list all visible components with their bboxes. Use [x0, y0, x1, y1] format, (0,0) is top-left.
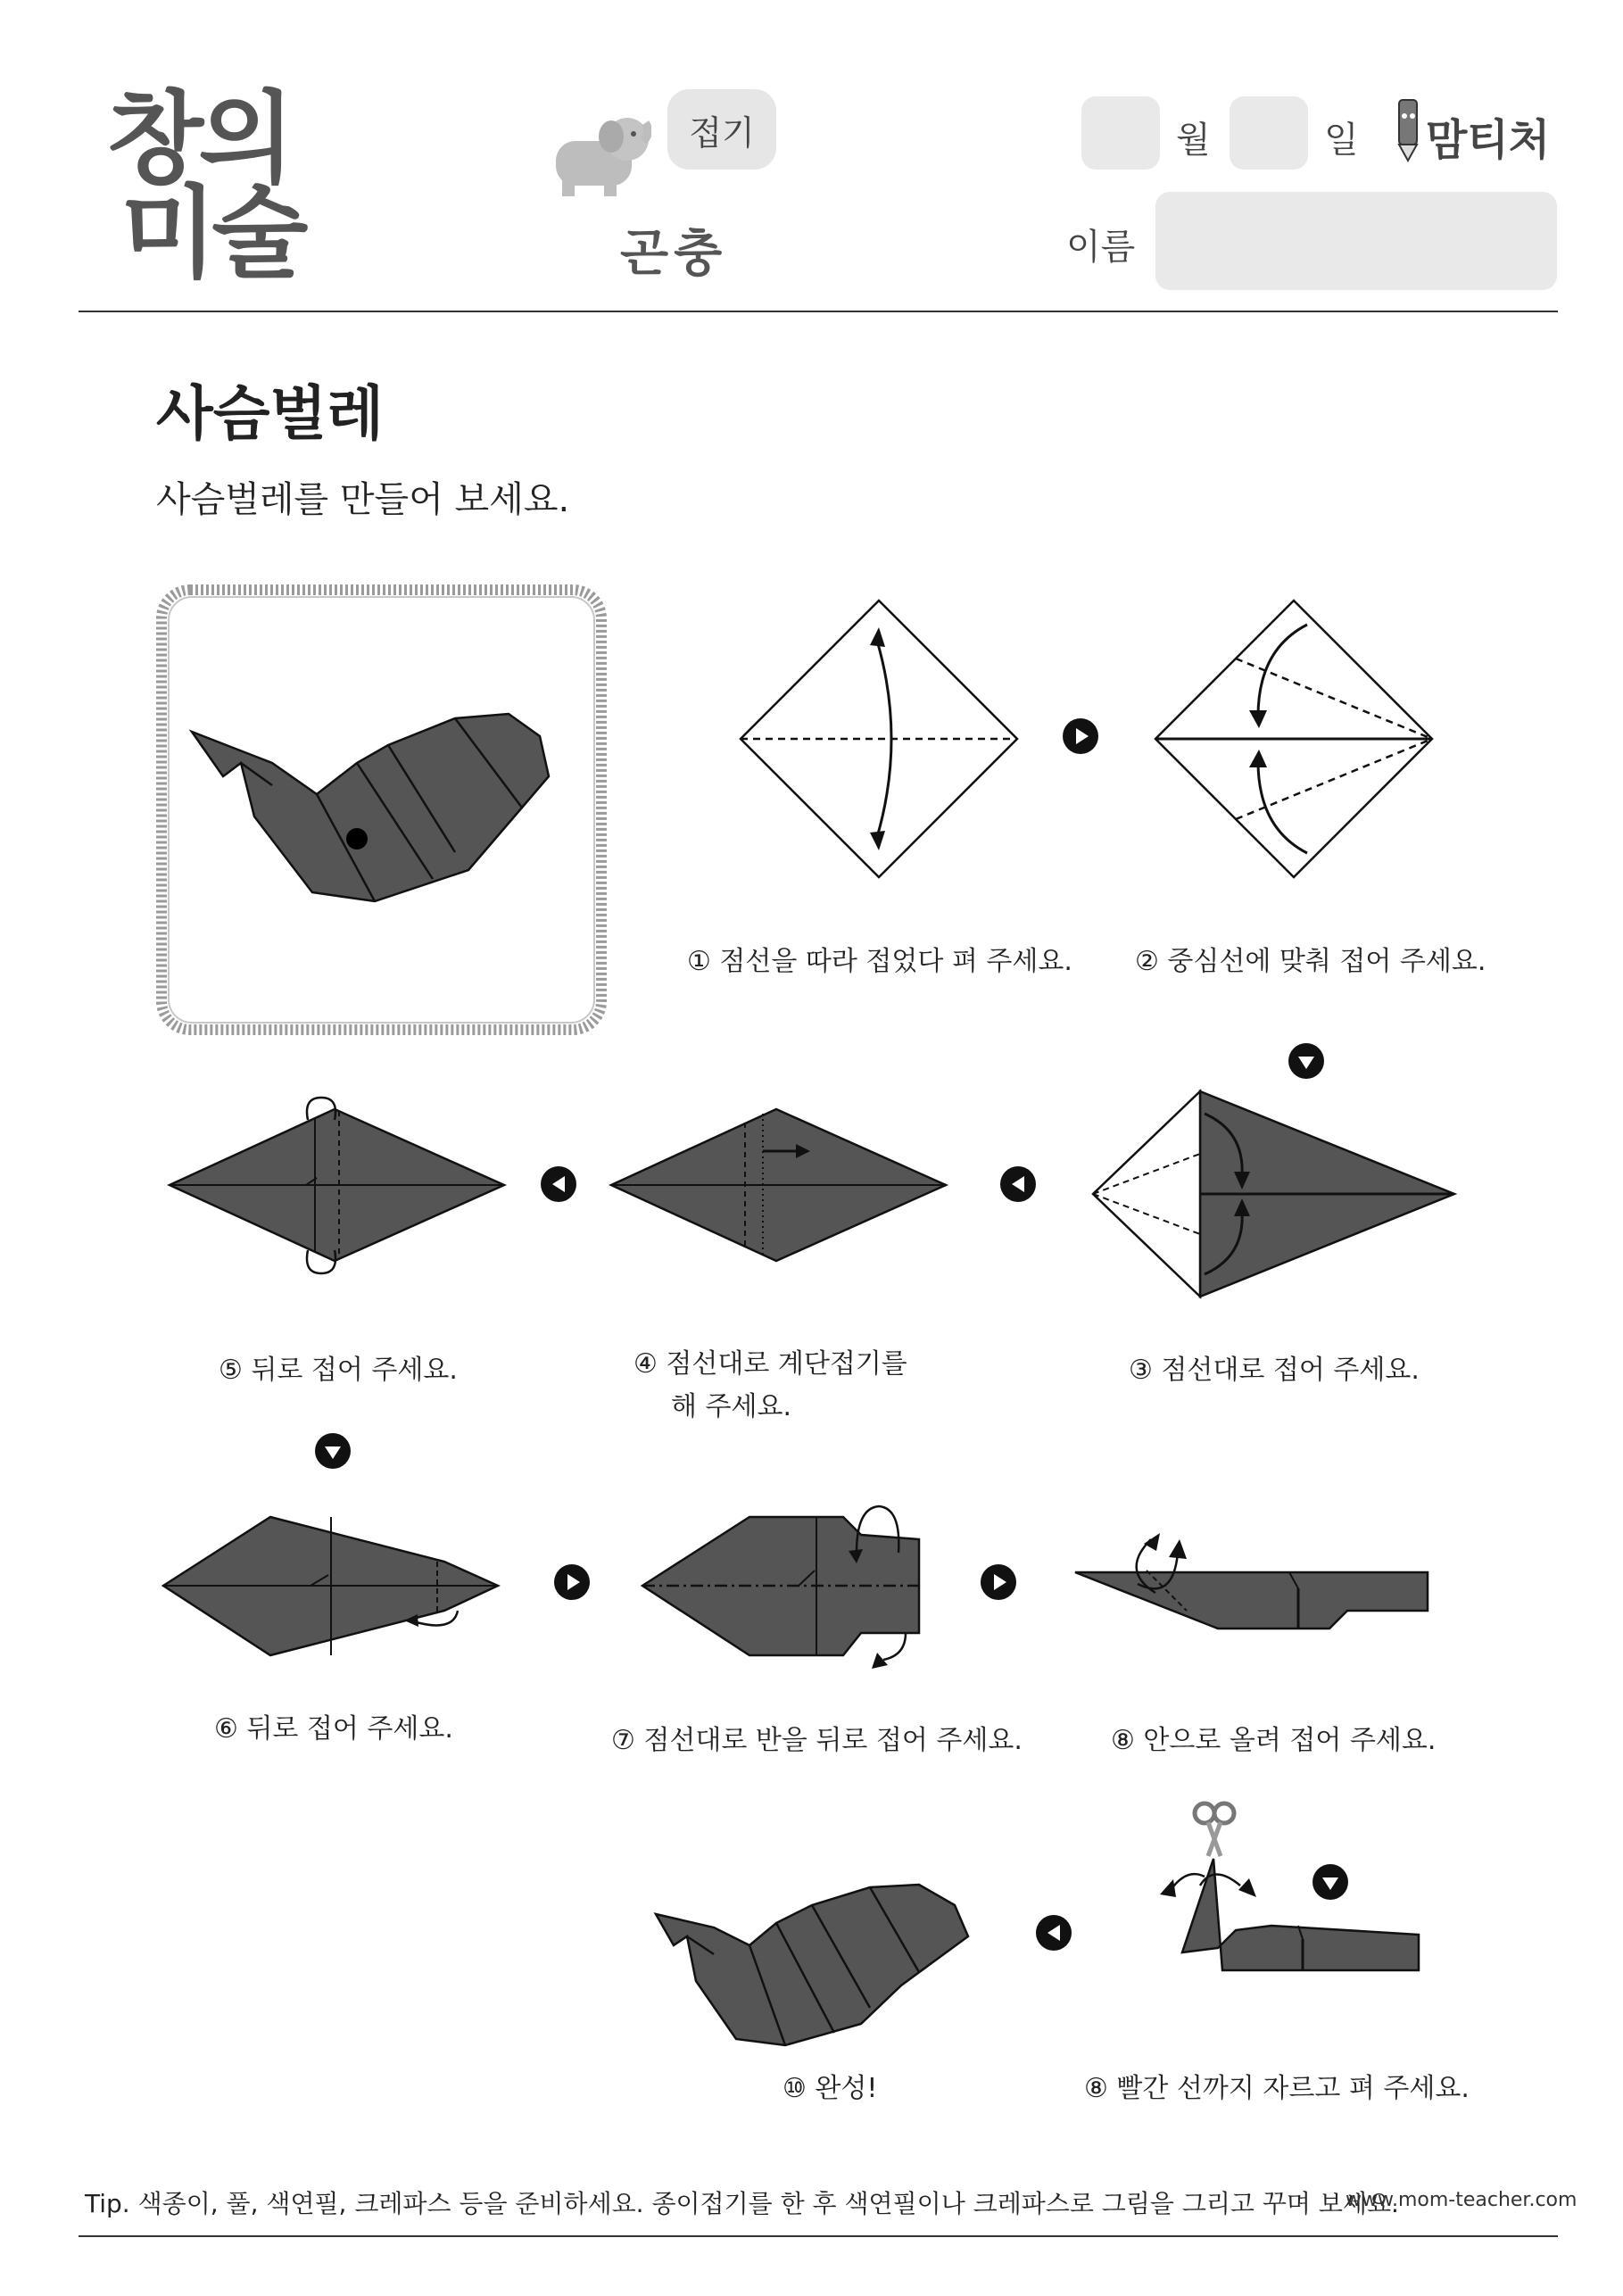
arrow-right-icon [1062, 717, 1099, 755]
logo-top: 창의 [107, 81, 290, 197]
step10-caption: ⑩ 완성! [783, 2073, 878, 2104]
arrow-left-icon [540, 1165, 577, 1203]
name-field[interactable] [1155, 192, 1557, 290]
brand-logo: 맘티처 [1426, 115, 1551, 165]
logo-bottom: 미술 [120, 176, 303, 292]
step5-caption: ⑤ 뒤로 접어 주세요. [219, 1355, 458, 1386]
step7-caption: ⑦ 점선대로 반을 뒤로 접어 주세요. [611, 1725, 1023, 1756]
arrow-down-icon [1312, 1863, 1349, 1901]
category-badge: 접기 [667, 89, 776, 170]
step10-diagram [651, 1874, 973, 2052]
step9-diagram [1151, 1801, 1437, 2033]
step2-diagram [1151, 596, 1437, 882]
eye [346, 828, 368, 850]
page-title: 사슴벌레 [156, 379, 385, 448]
day-field[interactable] [1230, 96, 1308, 170]
page-subtitle: 사슴벌레를 만들어 보세요. [156, 479, 570, 520]
day-label: 일 [1324, 120, 1359, 161]
arrow-down-icon [1288, 1042, 1325, 1080]
arrow-right-icon [980, 1563, 1017, 1601]
footer-url[interactable]: www.mom-teacher.com [1346, 2189, 1577, 2211]
arrow-right-icon [553, 1563, 591, 1601]
month-label: 월 [1176, 120, 1211, 161]
footer-divider [79, 2235, 1558, 2237]
step3-diagram [1089, 1087, 1463, 1301]
month-field[interactable] [1081, 96, 1160, 170]
step7-diagram [638, 1499, 932, 1678]
step6-caption: ⑥ 뒤로 접어 주세요. [214, 1713, 453, 1745]
step4-diagram [607, 1105, 950, 1265]
step6-diagram [159, 1513, 502, 1673]
step4-caption-line2: 해 주세요. [671, 1391, 791, 1422]
topic-label: 곤충 [620, 225, 728, 283]
step9-caption: ⑧ 빨간 선까지 자르고 펴 주세요. [1084, 2073, 1470, 2104]
footer-tip: Tip. 색종이, 풀, 색연필, 크레파스 등을 준비하세요. 종이접기를 한 후 색연필이나 크레파스로 그림을 그리고 꾸며 보세요. [85, 2189, 1399, 2218]
arrow-left-icon [999, 1165, 1037, 1203]
elephant-icon [549, 105, 651, 199]
scissors-icon [1195, 1803, 1234, 1856]
name-label: 이름 [1066, 227, 1136, 268]
step5-diagram [165, 1093, 509, 1281]
step8-diagram [1071, 1517, 1437, 1660]
pencil-icon [1390, 96, 1426, 163]
step4-caption-line1: ④ 점선대로 계단접기를 [633, 1348, 907, 1380]
finished-preview [156, 584, 607, 1035]
step1-diagram [736, 596, 1022, 882]
step2-caption: ② 중심선에 맞춰 접어 주세요. [1135, 946, 1486, 977]
step1-caption: ① 점선을 따라 접었다 펴 주세요. [687, 946, 1072, 977]
arrow-left-icon [1035, 1914, 1072, 1952]
step8-caption: ⑧ 안으로 올려 접어 주세요. [1111, 1725, 1437, 1756]
step3-caption: ③ 점선대로 접어 주세요. [1129, 1355, 1420, 1386]
arrow-down-icon [314, 1432, 352, 1470]
header-divider [79, 311, 1558, 312]
